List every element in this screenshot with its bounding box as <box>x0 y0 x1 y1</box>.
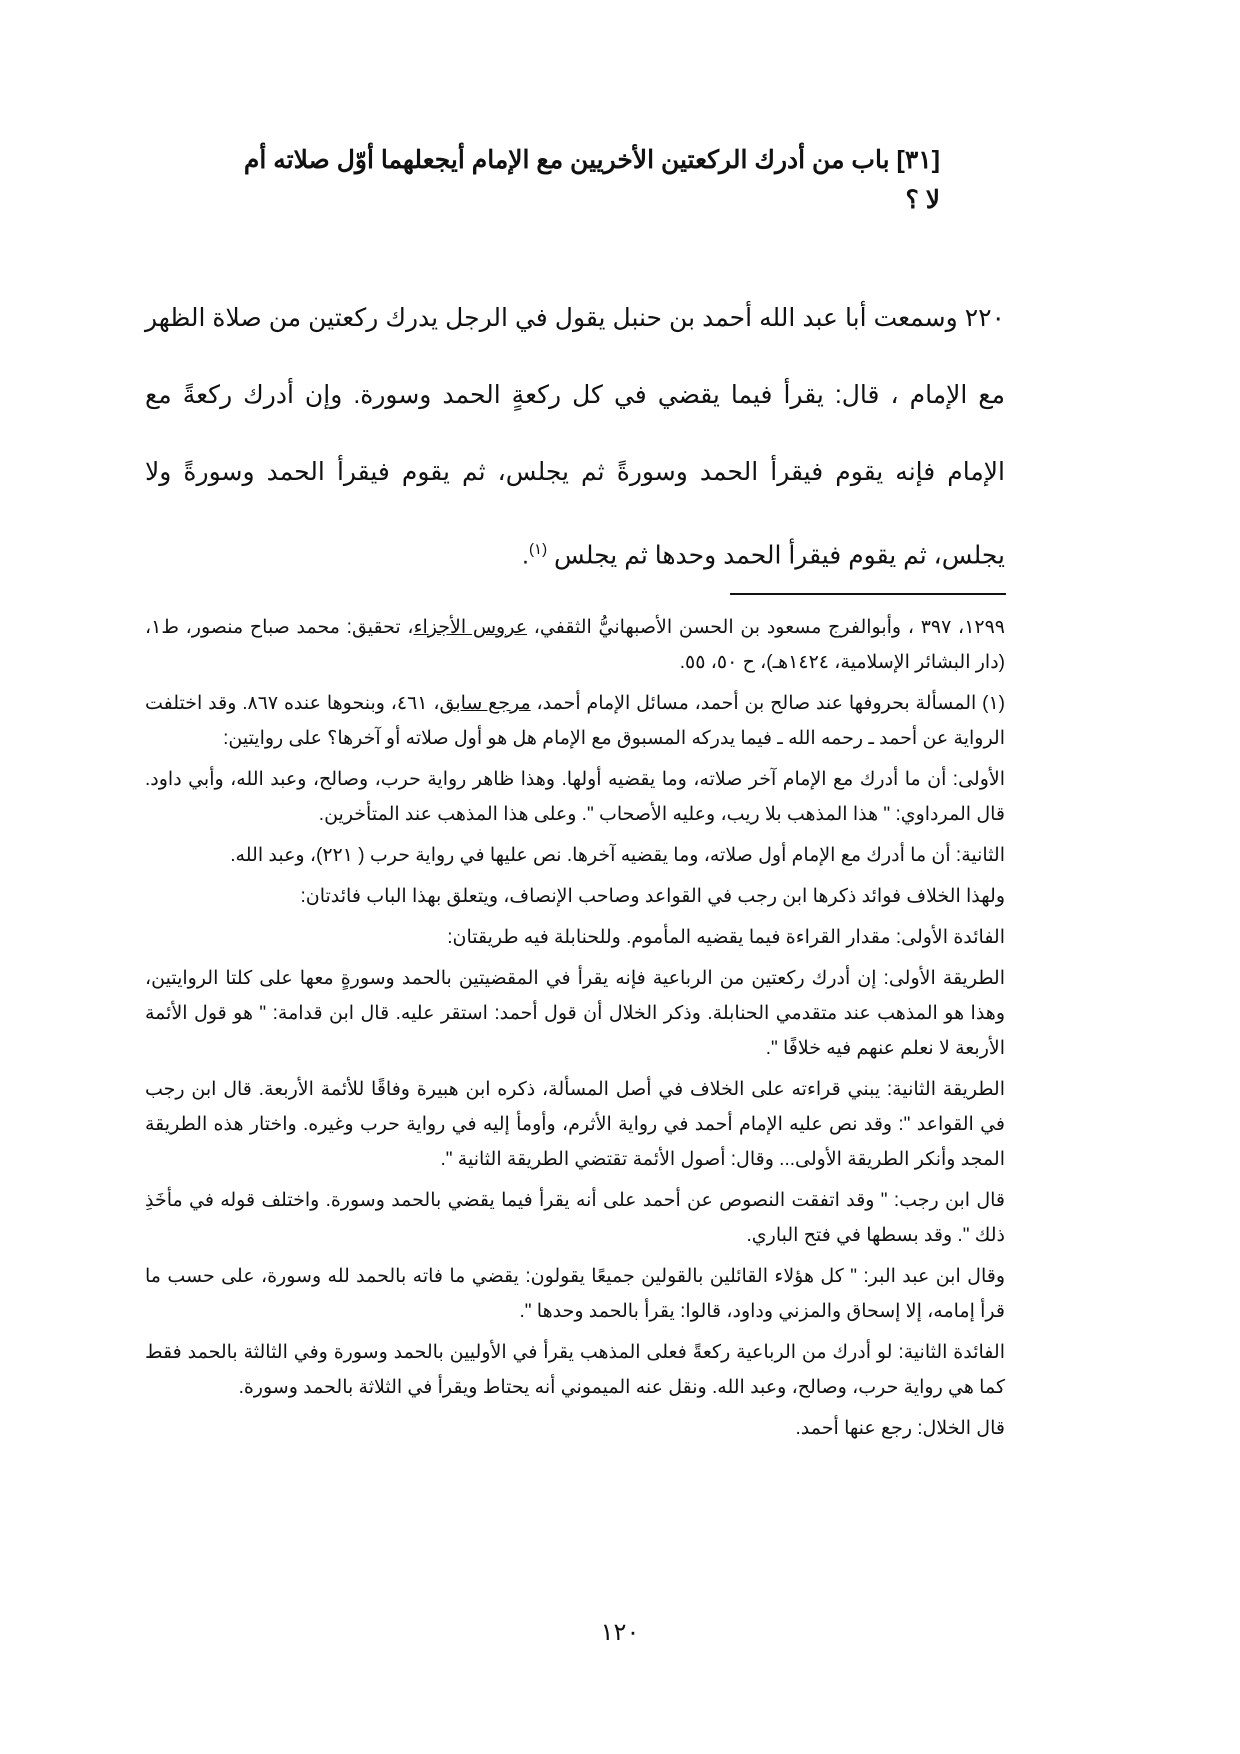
footnote-carryover-text-a: ١٢٩٩، ٣٩٧ ، وأبوالفرج مسعود بن الحسن الأصبهانيُّ الثقفي، <box>527 617 1006 638</box>
footnote-1-text-a: (١) المسألة بحروفها عند صالح بن أحمد، مسائل الإمام أحمد، <box>530 693 1005 714</box>
page-number: ١٢٠ <box>600 1619 640 1646</box>
footnote-paragraph-way-2: الطريقة الثانية: يبني قراءته على الخلاف في أصل المسألة، ذكره ابن هبيرة وفاقًا للأئمة الأربعة. قال ابن رجب في القواعد ": وقد نص عليه الإمام أحمد في رواية الأثرم، وأومأ إليه في رواية حرب وغيره. واختار هذه الطريقة المجد وأنكر الطريقة الأولى... وقال: أصول الأئمة تقتضي الطريقة الثانية ". <box>145 1079 1005 1170</box>
main-paragraph-end: . <box>522 541 529 570</box>
main-paragraph <box>145 280 1005 594</box>
footnote-paragraph-benefits: ولهذا الخلاف فوائد ذكرها ابن رجب في القواعد وصاحب الإنصاف، ويتعلق بهذا الباب فائدتان: <box>300 886 1005 907</box>
footnote-paragraph-khallal: قال الخلال: رجع عنها أحمد. <box>795 1418 1005 1439</box>
footnote-paragraph-ibn-abd-albarr: وقال ابن عبد البر: " كل هؤلاء القائلين بالقولين جميعًا يقولون: يقضي ما فاته بالحمد لله وسورة، على حسب ما قرأ إمامه، إلا إسحاق والمزني وداود، قالوا: يقرأ بالحمد وحدها ". <box>145 1266 1005 1322</box>
footnote-1-text-b: ، ٤٦١، وبنحوها عنده ٨٦٧. وقد اختلفت الرواية عن أحمد ـ رحمه الله ـ فيما يدركه المسبوق مع الإمام هل هو أول صلاته أو آخرها؟ على روايتين: <box>145 693 1005 749</box>
main-text-block <box>145 280 1005 594</box>
footnote-separator <box>730 593 1006 595</box>
footnote-paragraph-benefit-1: الفائدة الأولى: مقدار القراءة فيما يقضيه المأموم. وللحنابلة فيه طريقتان: <box>447 927 1005 948</box>
footnote-reference[interactable]: (١) <box>529 541 548 558</box>
main-paragraph-text: ٢٢٠ وسمعت أبا عبد الله أحمد بن حنبل يقول في الرجل يدرك ركعتين من صلاة الظهر مع الإمام ، قال: يقرأ فيما يقضي في كل ركعةٍ الحمد وسورة. وإن أدرك ركعةً مع الإمام فإنه يقوم فيقرأ الحمد وسورةً ثم يجلس، ثم يقوم فيقرأ الحمد وسورةً ولا يجلس، ثم يقوم فيقرأ الحمد وحدها ثم يجلس <box>145 304 1005 570</box>
footnote-paragraph-benefit-2: الفائدة الثانية: لو أدرك من الرباعية ركعةً فعلى المذهب يقرأ في الأوليين بالحمد وسورة وفي الثالثة بالحمد فقط كما هي رواية حرب، وصالح، وعبد الله. ونقل عنه الميموني أنه يحتاط ويقرأ في الثلاثة بالحمد وسورة. <box>145 1342 1005 1398</box>
footnote-carryover <box>145 610 1005 680</box>
footnote-carryover-text-b: ، تحقيق: محمد صباح منصور، ط١، (دار البشائر الإسلامية، ١٤٢٤هـ)، ح ٥٠، ٥٥. <box>145 617 1005 673</box>
footnote-paragraph-first-narration: الأولى: أن ما أدرك مع الإمام آخر صلاته، وما يقضيه أولها. وهذا ظاهر رواية حرب، وصالح، وعبد الله، وأبي داود. قال المرداوي: " هذا المذهب بلا ريب، وعليه الأصحاب ". وعلى هذا المذهب عند المتأخرين. <box>145 769 1005 825</box>
footnote-1 <box>145 686 1005 756</box>
footnote-paragraph-second-narration: الثانية: أن ما أدرك مع الإمام أول صلاته، وما يقضيه آخرها. نص عليها في رواية حرب ( ٢٢١)، وعبد الله. <box>230 845 1005 866</box>
book-title-link: عروس الأجزاء <box>413 617 528 638</box>
reference-link: مرجع سابق <box>439 693 531 714</box>
footnote-paragraph-way-1: الطريقة الأولى: إن أدرك ركعتين من الرباعية فإنه يقرأ في المقضيتين بالحمد وسورةٍ معها على كلتا الروايتين، وهذا هو المذهب عند متقدمي الحنابلة. وذكر الخلال أن قول أحمد: استقر عليه. قال ابن قدامة: " هو قول الأئمة الأربعة لا نعلم عنهم فيه خلافًا ". <box>145 968 1005 1059</box>
footnotes-block <box>145 610 1005 1452</box>
footnote-paragraph-ibn-rajab: قال ابن رجب: " وقد اتفقت النصوص عن أحمد على أنه يقرأ فيما يقضي بالحمد وسورة. واختلف قوله في مأخَذِ ذلك ". وقد بسطها في فتح الباري. <box>145 1190 1005 1246</box>
chapter-heading: [٣١] باب من أدرك الركعتين الأخريين مع الإمام أيجعلهما أوّل صلاته أم لا ؟ <box>243 146 940 214</box>
